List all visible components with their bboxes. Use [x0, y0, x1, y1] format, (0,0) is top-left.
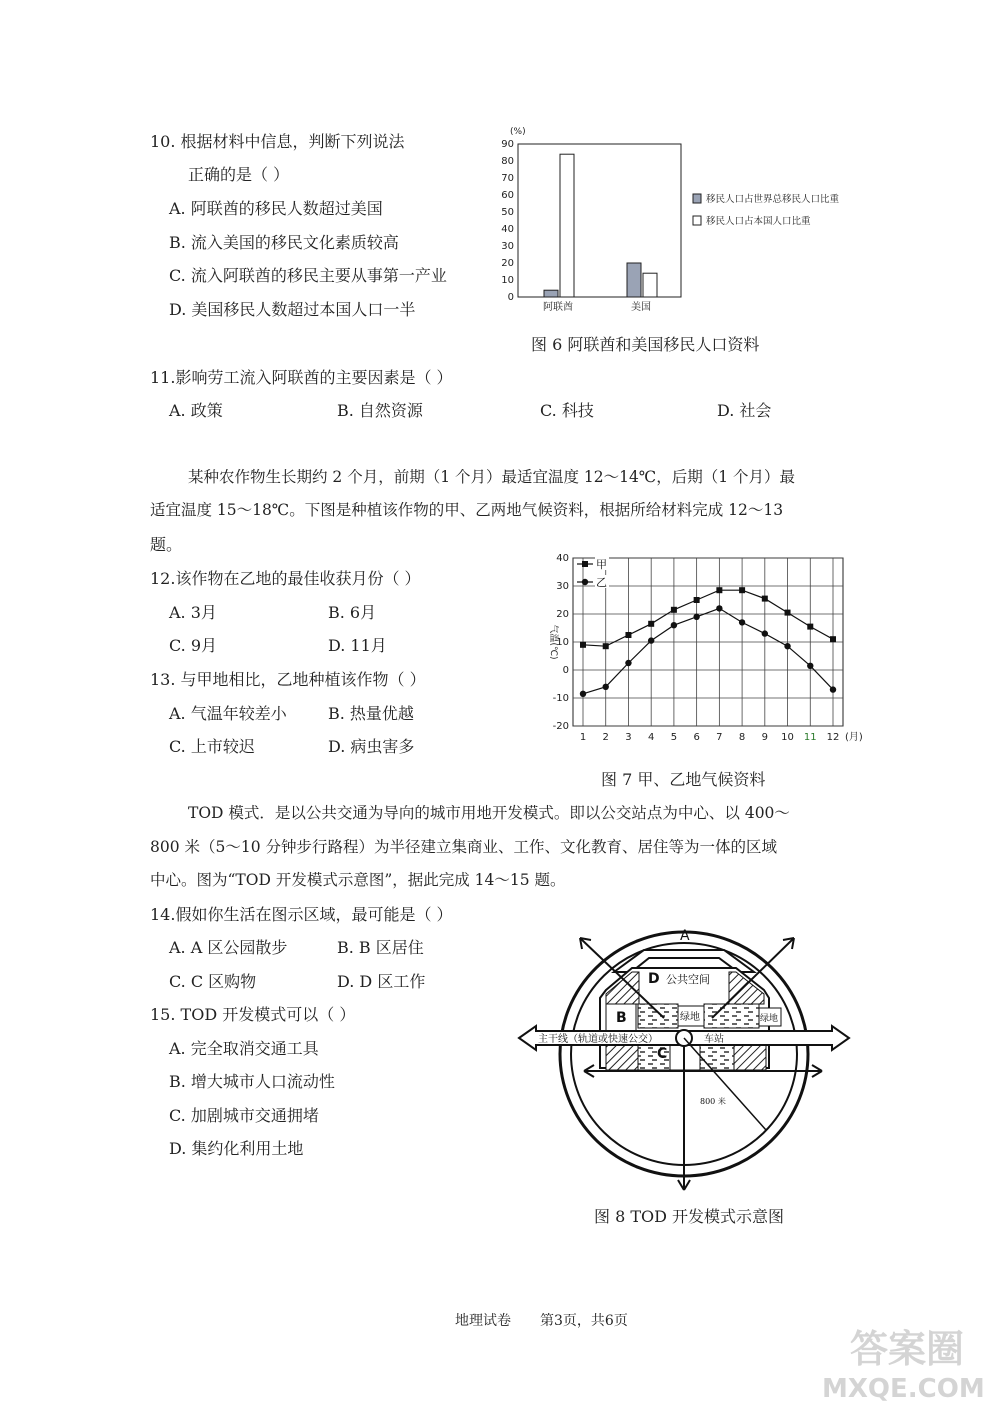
fig6-caption: 图 6 阿联酋和美国移民人口资料 [531, 335, 760, 354]
fig6-bar-美国-0 [627, 263, 641, 297]
fig6-bar-阿联酋-1 [560, 154, 574, 297]
watermark-logo: 答案圈 [850, 1327, 965, 1371]
fig7-point-乙-2 [603, 684, 609, 690]
q12-option-b: B. 6月 [328, 603, 377, 622]
fig7-y-tick-40: 40 [556, 553, 569, 564]
fig6-y-tick-30: 30 [501, 241, 514, 252]
fig7-y-tick-30: 30 [556, 581, 569, 592]
fig6-x-label-美国: 美国 [631, 302, 651, 313]
fig6-bar-chart [500, 122, 880, 322]
brick-block-4 [700, 1044, 734, 1070]
fig6-y-tick-70: 70 [501, 173, 514, 184]
fig7-point-甲-9 [762, 596, 768, 602]
footer-page: 第3页，共6页 [540, 1313, 628, 1329]
q15-option-c: C. 加剧城市交通拥堵 [169, 1106, 319, 1125]
q10-stem-cont: 正确的是（ ） [188, 165, 290, 184]
fig7-legend-marker-1 [582, 579, 588, 585]
label-station: 车站 [704, 1034, 724, 1045]
q12-option-c: C. 9月 [169, 636, 218, 655]
fig7-point-甲-8 [739, 587, 745, 593]
footer-subject: 地理试卷 [455, 1313, 511, 1329]
q11-stem: 11.影响劳工流入阿联酋的主要因素是（ ） [150, 368, 453, 387]
fig7-x-unit: (月) [845, 732, 863, 743]
fig6-legend-label-0: 移民人口占世界总移民人口比重 [706, 194, 840, 205]
fig6-y-tick-60: 60 [501, 190, 514, 201]
q11-option-a: A. 政策 [169, 401, 223, 420]
label-b: B [616, 1010, 627, 1026]
fig7-x-tick-10: 10 [781, 732, 794, 743]
fig6-y-tick-0: 0 [507, 292, 514, 303]
label-radius: 800 米 [700, 1097, 726, 1106]
fig7-point-甲-12 [830, 636, 836, 642]
fig7-y-tick--20: -20 [552, 721, 569, 732]
q11-option-d: D. 社会 [717, 401, 772, 420]
q11-option-b: B. 自然资源 [337, 401, 423, 420]
fig6-y-tick-90: 90 [501, 139, 514, 150]
fig7-point-甲-1 [580, 642, 586, 648]
fig7-point-乙-11 [807, 663, 813, 669]
label-green2: 绿地 [760, 1014, 779, 1024]
fig7-point-乙-6 [693, 614, 699, 620]
fig7-x-tick-6: 6 [693, 732, 700, 743]
hatch-bottom-right [734, 1044, 766, 1070]
passage2-line3: 中心。图为“TOD 开发模式示意图”，据此完成 14～15 题。 [150, 871, 566, 889]
q15-stem: 15. TOD 开发模式可以（ ） [150, 1005, 356, 1024]
fig7-point-甲-11 [807, 624, 813, 630]
fig7-x-tick-4: 4 [647, 732, 655, 743]
q12-option-a: A. 3月 [169, 603, 217, 622]
fig6-y-tick-80: 80 [501, 156, 514, 167]
label-public-space: 公共空间 [666, 973, 710, 986]
passage2-line2: 800 米（5～10 分钟步行路程）为半径建立集商业、工作、文化教育、居住等为一体的区域 [150, 838, 778, 856]
q13-option-b: B. 热量优越 [328, 704, 414, 723]
fig7-legend-label-1: 乙 [596, 576, 607, 589]
fig6-bar-美国-1 [643, 273, 657, 297]
q10-option-b: B. 流入美国的移民文化素质较高 [169, 233, 399, 252]
fig7-point-乙-7 [716, 605, 722, 611]
q15-option-b: B. 增大城市人口流动性 [169, 1072, 335, 1091]
fig7-x-tick-1: 1 [579, 732, 587, 743]
fig7-point-乙-12 [830, 686, 836, 692]
q13-stem: 13. 与甲地相比，乙地种植该作物（ ） [150, 670, 426, 689]
q10-option-a: A. 阿联酋的移民人数超过美国 [169, 199, 383, 218]
q13-option-a: A. 气温年较差小 [169, 704, 287, 723]
fig7-point-甲-3 [625, 632, 631, 638]
fig6-y-unit: (%) [510, 127, 526, 137]
fig7-x-tick-11: 11 [803, 732, 817, 743]
fig7-x-tick-2: 2 [602, 732, 609, 743]
brick-block-1 [638, 1004, 678, 1028]
fig7-point-乙-8 [739, 619, 745, 625]
q14-option-b: B. B 区居住 [337, 938, 424, 957]
hatch-bottom-left [606, 1044, 638, 1070]
fig8-caption: 图 8 TOD 开发模式示意图 [594, 1207, 785, 1226]
fig7-point-甲-5 [671, 607, 677, 613]
q10-option-d: D. 美国移民人数超过本国人口一半 [169, 300, 416, 319]
q12-stem: 12.该作物在乙地的最佳收获月份（ ） [150, 569, 421, 588]
fig7-legend-marker-0 [582, 561, 588, 567]
passage1-line3: 题。 [150, 535, 183, 554]
q11-option-c: C. 科技 [540, 401, 594, 420]
q15-option-a: A. 完全取消交通工具 [169, 1039, 319, 1058]
fig7-point-甲-7 [716, 587, 722, 593]
fig6-bar-阿联酋-0 [544, 290, 558, 297]
passage2-line1: TOD 模式．是以公共交通为导向的城市用地开发模式。即以公交站点为中心、以 400～ [188, 804, 790, 822]
fig7-point-乙-5 [671, 622, 677, 628]
fig6-legend-swatch-1 [693, 216, 701, 225]
fig6-legend-label-1: 移民人口占本国人口比重 [706, 216, 811, 227]
label-c: C [657, 1046, 668, 1062]
fig8-tod-diagram [514, 918, 854, 1198]
fig7-y-tick-20: 20 [556, 609, 569, 620]
label-d: D [648, 971, 660, 987]
fig7-point-乙-10 [784, 643, 790, 649]
fig7-point-乙-9 [762, 630, 768, 636]
q15-option-d: D. 集约化利用土地 [169, 1139, 304, 1158]
fig7-x-tick-3: 3 [625, 732, 632, 743]
fig6-x-label-阿联酋: 阿联酋 [543, 302, 573, 313]
fig7-point-甲-4 [648, 621, 654, 627]
fig7-point-乙-1 [580, 691, 586, 697]
q12-option-d: D. 11月 [328, 636, 387, 655]
fig7-y-tick-0: 0 [562, 665, 569, 676]
fig7-caption: 图 7 甲、乙地气候资料 [601, 770, 766, 789]
fig7-x-tick-7: 7 [716, 732, 723, 743]
label-a: A [680, 928, 690, 944]
fig6-legend-swatch-0 [693, 194, 701, 203]
fig7-x-tick-12: 12 [826, 732, 840, 743]
fig7-x-tick-9: 9 [761, 732, 769, 743]
q13-option-d: D. 病虫害多 [328, 737, 415, 756]
fig6-y-tick-10: 10 [501, 275, 514, 286]
fig7-line-chart [540, 550, 880, 750]
q14-option-d: D. D 区工作 [337, 972, 426, 991]
fig7-point-甲-6 [694, 597, 700, 603]
fig7-y-tick--10: -10 [552, 693, 569, 704]
q14-stem: 14.假如你生活在图示区域，最可能是（ ） [150, 905, 453, 924]
fig7-point-乙-3 [625, 660, 631, 666]
fig7-y-label: 气温(℃) [548, 624, 558, 660]
label-green1: 绿地 [680, 1012, 700, 1023]
q14-option-c: C. C 区购物 [169, 972, 257, 991]
passage1-line1: 某种农作物生长期约 2 个月，前期（1 个月）最适宜温度 12～14℃，后期（1 个月）最 [188, 468, 796, 486]
fig7-y-tick-10: 10 [556, 637, 569, 648]
brick-block-2 [704, 1004, 759, 1028]
q14-option-a: A. A 区公园散步 [169, 938, 288, 957]
fig7-point-甲-10 [785, 610, 791, 616]
label-main-line: 主干线（轨道或快速公交） [538, 1034, 658, 1045]
fig6-y-tick-20: 20 [501, 258, 514, 269]
fig6-y-tick-40: 40 [501, 224, 514, 235]
watermark-url: MXQE.COM [822, 1374, 985, 1404]
fig7-point-乙-4 [648, 637, 654, 643]
fig7-point-甲-2 [603, 643, 609, 649]
q10-option-c: C. 流入阿联酋的移民主要从事第一产业 [169, 266, 447, 285]
passage1-line2: 适宜温度 15～18℃。下图是种植该作物的甲、乙两地气候资料，根据所给材料完成 12～13 [150, 501, 784, 519]
q10-stem: 10. 根据材料中信息，判断下列说法 [150, 132, 405, 151]
q13-option-c: C. 上市较迟 [169, 737, 255, 756]
fig7-x-tick-8: 8 [738, 732, 746, 743]
fig7-legend-label-0: 甲 [596, 558, 607, 571]
fig7-x-tick-5: 5 [670, 732, 678, 743]
fig6-y-tick-50: 50 [501, 207, 514, 218]
